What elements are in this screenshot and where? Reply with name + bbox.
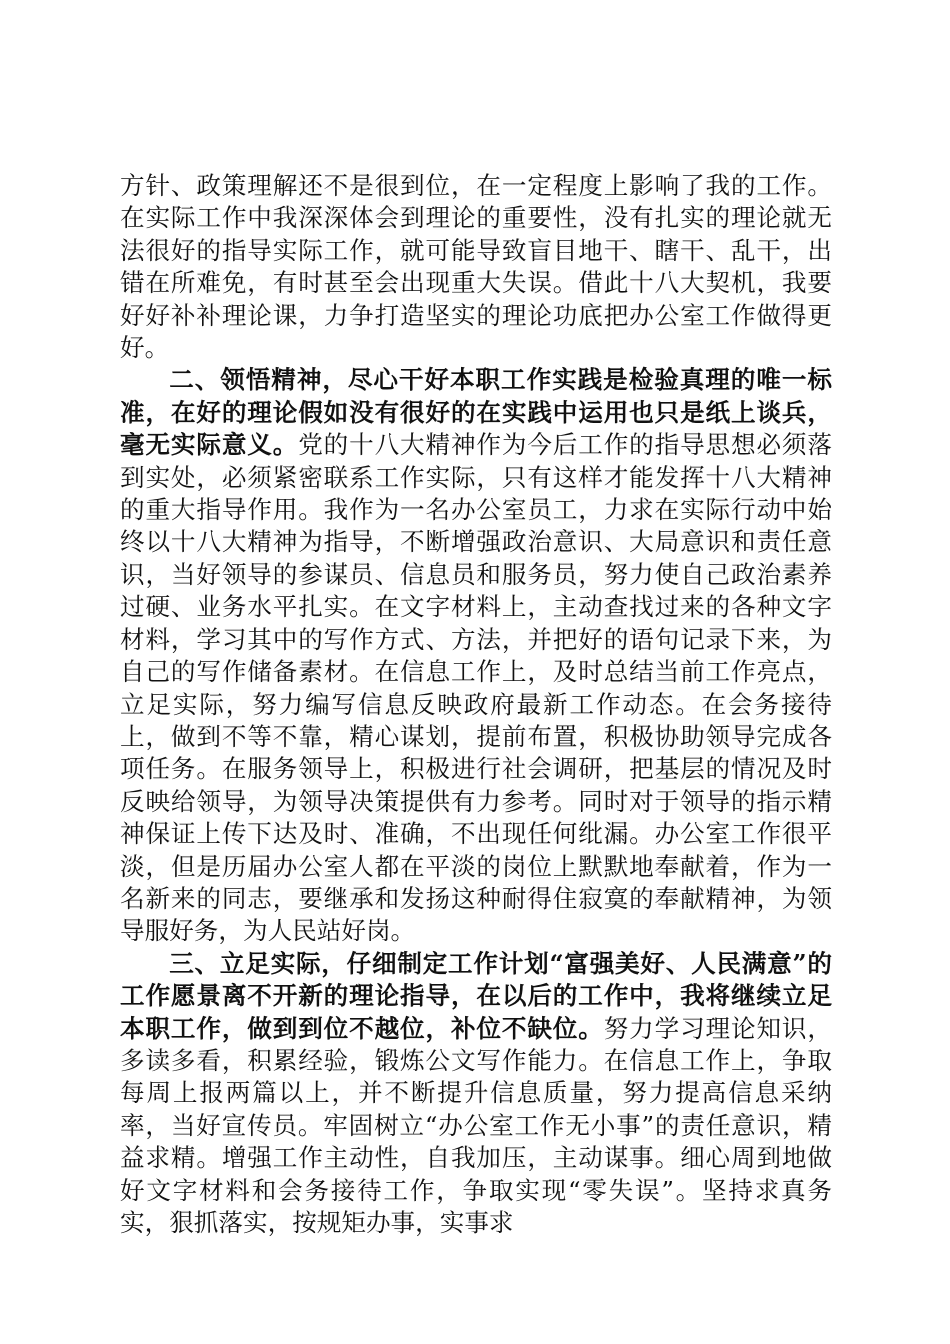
paragraph-2-text: 党的十八大精神作为今后工作的指导思想必须落到实处，必须紧密联系工作实际，只有这样才能发挥十八大精神的重大指导作用。我作为一名办公室员工，力求在实际行动中始终以十八大精神为指导，不断增强政治意识、大局意识和责任意识，当好领导的参谋员、信息员和服务员，努力使自己政治素养过硬、业务水平扎实。在文字材料上，主动查找过来的各种文字材料，学习其中的写作方式、方法，并把好的语句记录下来，为自己的写作储备素材。在信息工作上，及时总结当前工作亮点，立足实际，努力编写信息反映政府最新工作动态。在会务接待上，做到不等不靠，精心谋划，提前布置，积极协助领导完成各项任务。在服务领导上，积极进行社会调研，把基层的情况及时反映给领导，为领导决策提供有力参考。同时对于领导的指示精神保证上传下达及时、准确，不出现任何纰漏。办公室工作很平淡，但是历届办公室人都在平淡的岗位上默默地奉献着，作为一名新来的同志，要继承和发扬这种耐得住寂寞的奉献精神，为领导服好务，为人民站好岗。 — [120, 430, 832, 946]
document-page — [120, 170, 832, 1239]
paragraph-1 — [120, 170, 832, 364]
paragraph-3 — [120, 948, 832, 1240]
paragraph-2-heading: 二、领悟精神，尽心干好本职工作实践是检验真理的唯一标准，在好的理论假如没有很好的在实践中运用也只是纸上谈兵，毫无实际意义。 — [120, 365, 832, 460]
paragraph-1-text: 方针、政策理解还不是很到位，在一定程度上影响了我的工作。在实际工作中我深深体会到理论的重要性，没有扎实的理论就无法很好的指导实际工作，就可能导致盲目地干、瞎干、乱干，出错在所难免，有时甚至会出现重大失误。借此十八大契机，我要好好补补理论课，力争打造坚实的理论功底把办公室工作做得更好。 — [120, 171, 832, 363]
paragraph-2 — [120, 364, 832, 947]
paragraph-3-heading: 三、立足实际，仔细制定工作计划“富强美好、人民满意”的工作愿景离不开新的理论指导，在以后的工作中，我将继续立足本职工作，做到到位不越位，补位不缺位。 — [120, 948, 832, 1043]
paragraph-3-text: 努力学习理论知识，多读多看，积累经验，锻炼公文写作能力。在信息工作上，争取每周上报两篇以上，并不断提升信息质量，努力提高信息采纳率，当好宣传员。牢固树立“办公室工作无小事”的责任意识，精益求精。增强工作主动性，自我加压，主动谋事。细心周到地做好文字材料和会务接待工作，争取实现“零失误”。坚持求真务实，狠抓落实，按规矩办事，实事求 — [120, 1013, 832, 1237]
